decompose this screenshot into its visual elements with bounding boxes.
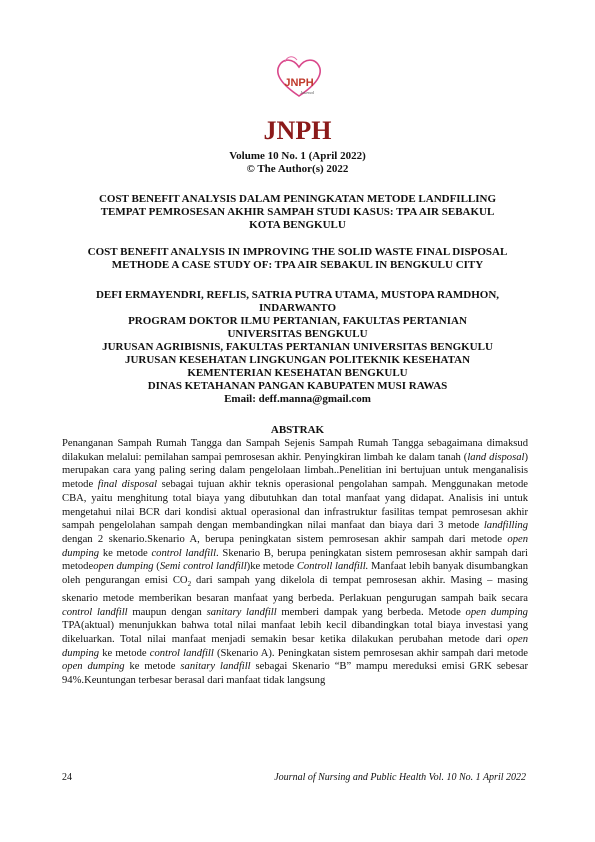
affiliation-5: KEMENTERIAN KESEHATAN BENGKULU (187, 367, 408, 379)
affiliation-6: DINAS KETAHANAN PANGAN KABUPATEN MUSI RAWAS (147, 380, 448, 392)
affiliation-4: JURUSAN KESEHATAN LINGKUNGAN POLITEKNIK KESEHATAN (124, 354, 471, 366)
affiliation-1: PROGRAM DOKTOR ILMU PERTANIAN, FAKULTAS PERTANIAN (128, 315, 467, 327)
heart-logo-icon (271, 52, 327, 104)
title-id-line-3: KOTA BENGKULU (249, 219, 346, 231)
title-en-line-2: METHODE A CASE STUDY OF: TPA AIR SEBAKUL IN BENGKULU CITY (111, 259, 484, 271)
affiliation-2: UNIVERSITAS BENGKULU (227, 328, 368, 340)
logo-small-text: Journal (300, 90, 314, 95)
authors-line-1: DEFI ERMAYENDRI, REFLIS, SATRIA PUTRA UTAMA, MUSTOPA RAMDHON, (95, 289, 500, 301)
affiliation-3: JURUSAN AGRIBISNIS, FAKULTAS PERTANIAN UNIVERSITAS BENGKULU (102, 341, 493, 353)
authors-line-2: INDARWANTO (258, 302, 337, 314)
abstract-text: Penanganan Sampah Rumah Tangga dan Sampah Sejenis Sampah Rumah Tangga sebagaimana dimaksud dilakukan melalui: pemilahan sampai pemrosesan akhir. Penyingkiran limbah ke dalam tanah (land disposal) merupakan cara yang paling sering dalam pengelolaan limbah..Penelitian ini bertujuan untuk menganalisis metode final disposal sebagai tujuan akhir teknis operasional pengolahan sampah. Menggunakan metode CBA, yaitu menghitung total biaya yang dibutuhkan dan total manfaat yang didapat. Analisis ini untuk mengetahui nilai BCR dari kondisi aktual operasional dan infrastruktur fasilitas tempat pemrosesan akhir sampah pengelolahan sampah dengan membandingkan nilai manfaat dan biaya dari 3 metode landfilling dengan 2 skenario.Skenario A, berupa peningkatan sistem pemrosesan akhir sampah dari metode open dumping ke metode control landfill. Skenario B, berupa peningkatan sistem pemrosesan akhir sampah dari metodeopen dumping (Semi control landfill)ke metode Controll landfill. Manfaat lebih banyak disumbangkan oleh pengurangan emisi $CO_2$ dari sampah yang dikelola di tempat pemrosesan akhir. Masing – masing skenario metode memberikan besaran manfaat yang berbeda. Perlakuan pengurugan sampah baik secara control landfill maupun dengan sanitary landfill memberi dampak yang berbeda. Metode open dumping TPA(aktual) menunjukkan bahwa total nilai manfaat lebih kecil dibandingkan total biaya investasi yang dikeluarkan. Total nilai manfaat menjadi semakin besar ketika dilakukan perubahan metode dari open dumping ke metode control landfill (Skenario A). Peningkatan sistem pemrosesan akhir sampah dari metode open dumping ke metode sanitary landfill sebagai Skenario “B” mampu mereduksi emisi GRK sebesar 94%.Keuntungan terbesar berasal dari manfaat tidak langsung (62, 438, 528, 687)
volume-info: Volume 10 No. 1 (April 2022) (229, 150, 366, 162)
journal-title: JNPH (263, 116, 332, 145)
title-id-line-2: TEMPAT PEMROSESAN AKHIR SAMPAH STUDI KASUS: TPA AIR SEBAKUL (100, 206, 495, 218)
logo-text: JNPH (284, 77, 314, 89)
title-id-line-1: COST BENEFIT ANALYSIS DALAM PENINGKATAN METODE LANDFILLING (98, 193, 497, 205)
footer-journal: Journal of Nursing and Public Health Vol. 10 No. 1 April 2022 (274, 772, 526, 783)
title-en-line-1: COST BENEFIT ANALYSIS IN IMPROVING THE SOLID WASTE FINAL DISPOSAL (87, 246, 508, 258)
email: Email: deff.manna@gmail.com (224, 393, 371, 405)
journal-logo (271, 52, 327, 104)
copyright: © The Author(s) 2022 (246, 163, 349, 175)
page-number: 24 (62, 772, 72, 783)
abstract-heading: ABSTRAK (270, 424, 325, 436)
